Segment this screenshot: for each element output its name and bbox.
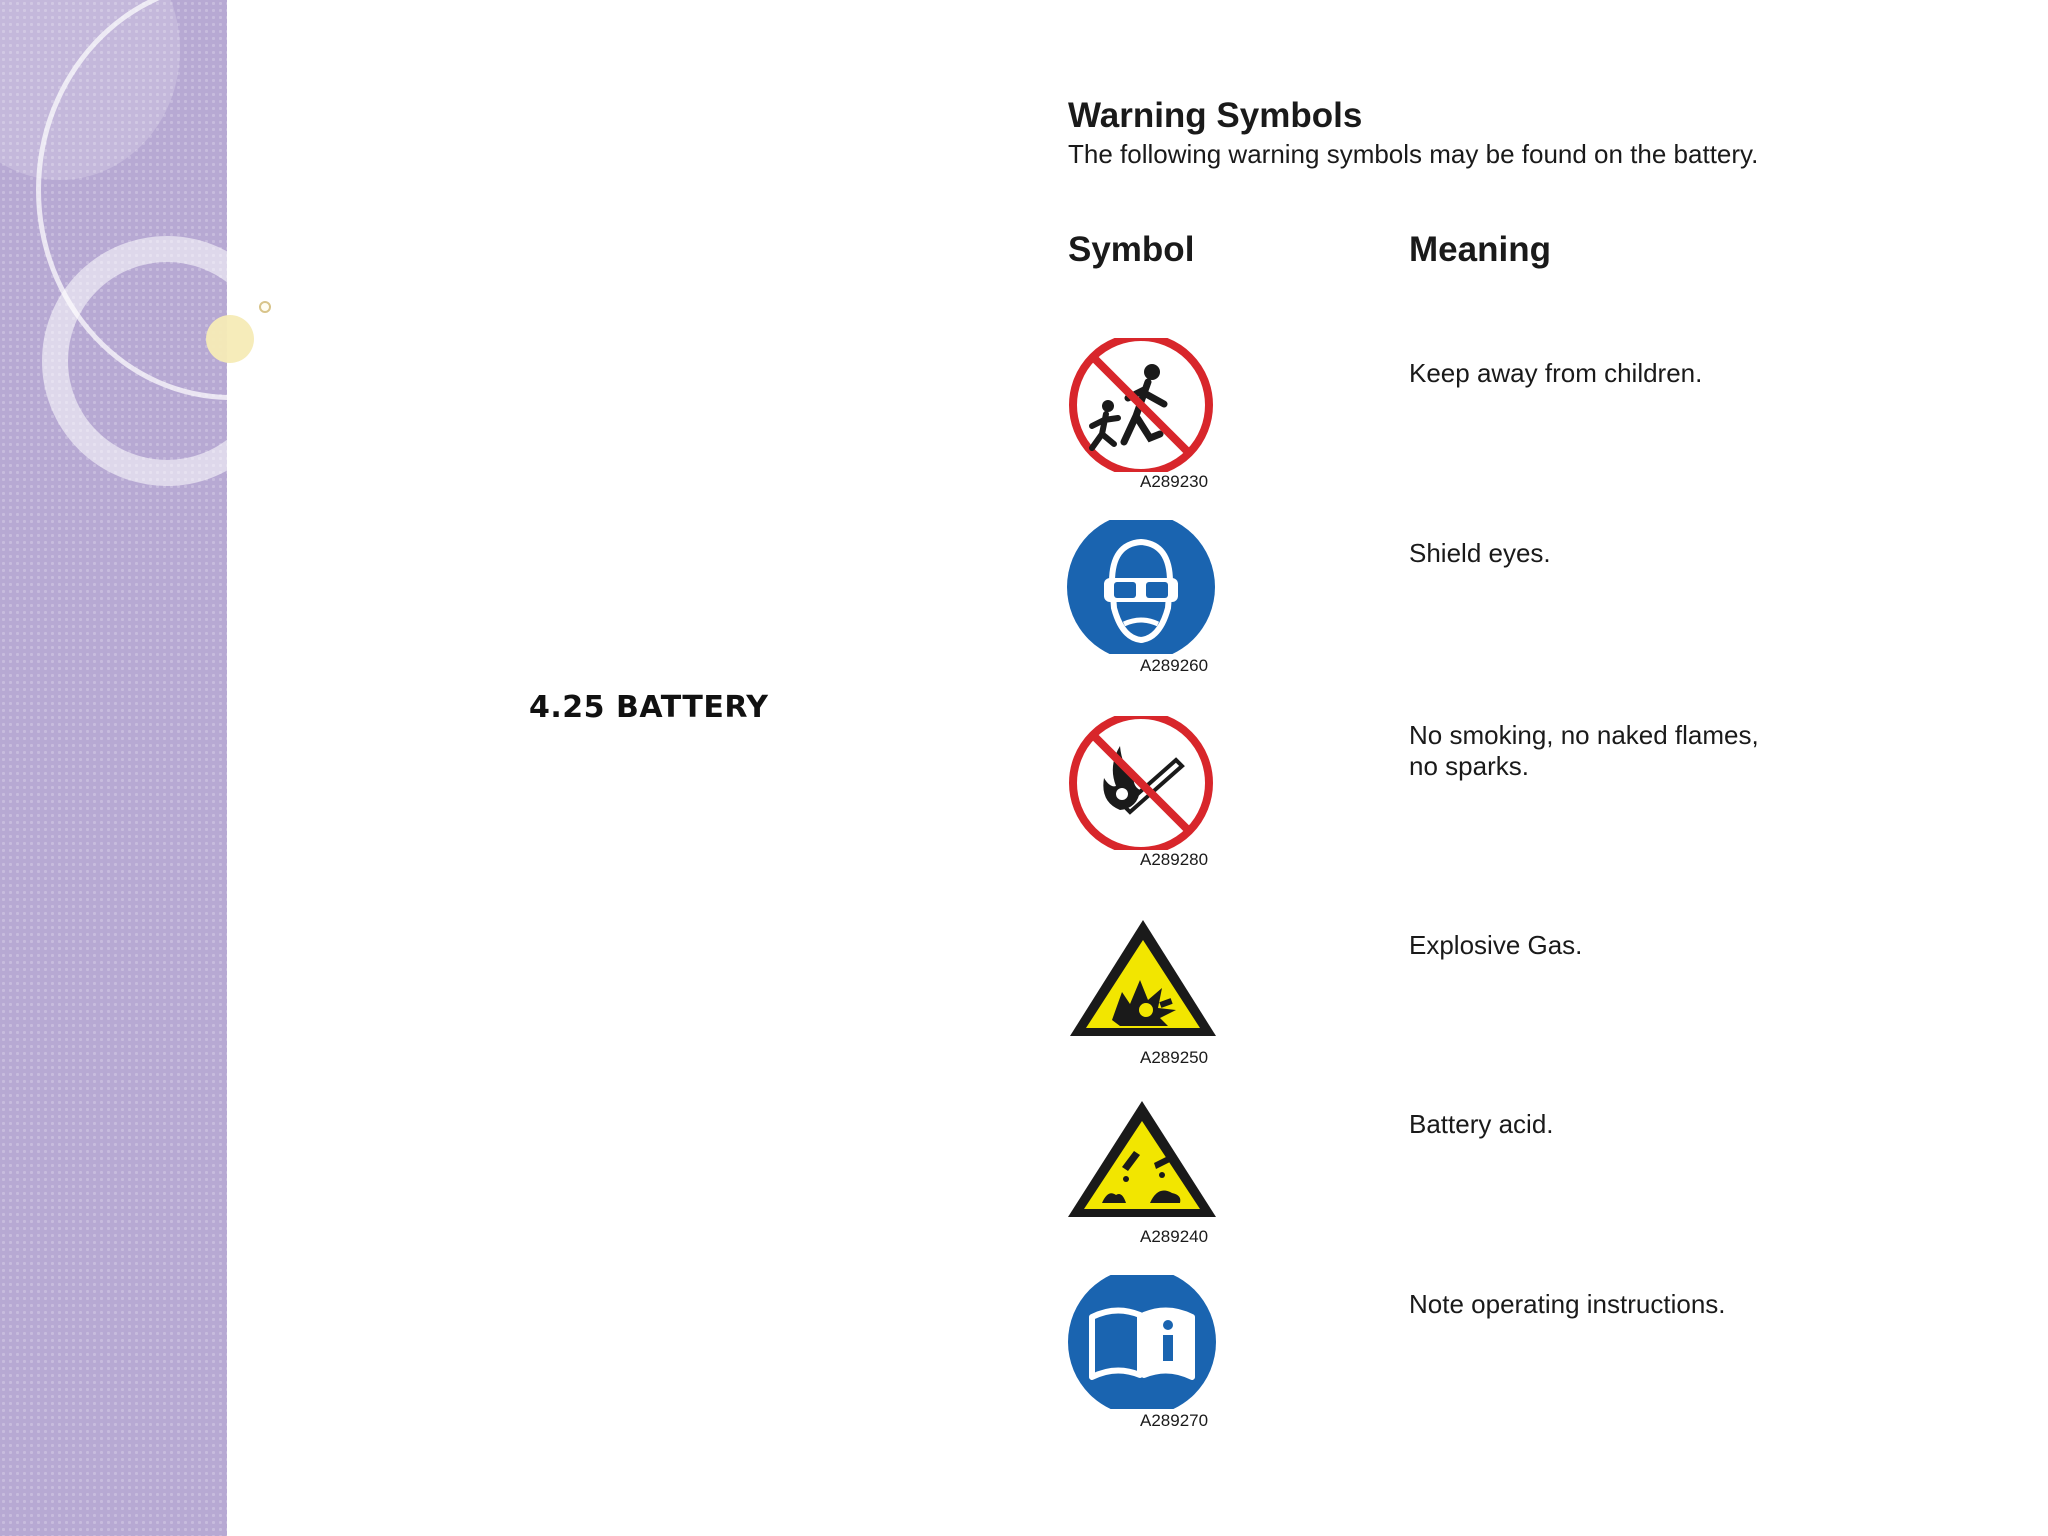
symbol-code: A289270 [1140,1411,1209,1430]
symbol-meaning: Explosive Gas. [1409,930,1583,960]
symbol-code: A289230 [1140,472,1209,491]
symbol-meaning: Keep away from children. [1409,358,1703,388]
symbol-meaning: Shield eyes. [1409,538,1551,568]
symbol-code: A289280 [1140,850,1209,869]
explosive-gas-icon [1064,918,1218,1052]
meaning-column-header: Meaning [1409,230,1551,269]
battery-acid-icon [1064,1099,1218,1233]
symbol-code: A289260 [1140,656,1209,675]
slide-title: 4.25 BATTERY [529,690,769,725]
symbol-row [0,1099,2048,1269]
safety-goggles-icon [1064,520,1218,654]
operating-instructions-icon [1064,1275,1218,1409]
no-smoking-icon [1064,716,1218,850]
warning-symbols-title: Warning Symbols [1068,96,1363,135]
symbol-meaning: Battery acid. [1409,1109,1554,1139]
no-children-icon [1064,338,1218,472]
decorative-dot-small [259,301,271,313]
symbol-column-header: Symbol [1068,230,1195,269]
symbol-row [0,918,2048,1088]
symbol-row [0,1275,2048,1445]
symbol-code: A289240 [1140,1227,1209,1246]
warning-symbols-subtitle: The following warning symbols may be found on the battery. [1068,139,1759,169]
symbol-code: A289250 [1140,1048,1209,1067]
symbol-row [0,338,2048,508]
symbol-meaning: No smoking, no naked flames, no sparks. [1409,720,1759,781]
symbol-row [0,716,2048,886]
symbol-meaning: Note operating instructions. [1409,1289,1726,1319]
symbol-row [0,520,2048,690]
